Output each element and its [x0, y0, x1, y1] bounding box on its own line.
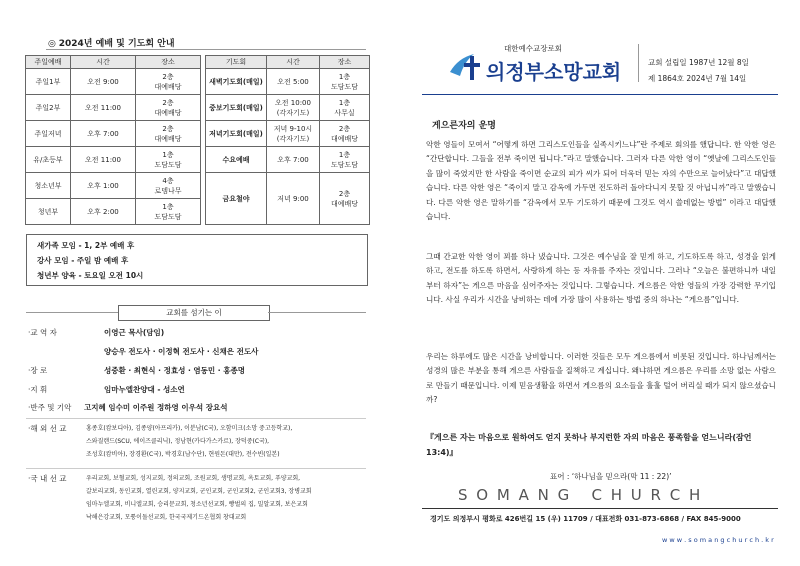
- bible-verse: 『게으른 자는 마음으로 원하여도 얻지 못하나 부지런한 자의 마음은 풍족함을 얻느니라(잠언13:4)』: [426, 433, 752, 457]
- cell: 중보기도회(매일): [206, 95, 267, 121]
- cell-line: 저녁 9-10시: [273, 124, 313, 133]
- cell-line: 로뎀나무: [154, 186, 182, 195]
- divider: [422, 94, 778, 95]
- staff-names: 이영근 목사(담임): [104, 328, 165, 337]
- header-cell: 시간: [267, 56, 320, 69]
- header-cell: 주일예배: [26, 56, 71, 69]
- staff-names: 임마누엘찬양대 - 성소연: [104, 385, 185, 394]
- cell: 유/초등부: [26, 147, 71, 173]
- table-row: [26, 199, 201, 225]
- cell: 주일1부: [26, 69, 71, 95]
- cell: [320, 69, 370, 95]
- column-paragraph: 우리는 하루에도 많은 시간을 낭비합니다. 이러한 것들은 모두 게으름에서 비롯된 것입니다. 하나님께서는 성경의 많은 부분을 통해 게으른 사람들을 질책하고 계십니다. 왜냐하면 게으름은 우리를 소망 없는 사람으로 만들기 때문입니다. 이제 믿음생활을 하면서 게으름의 요소들을 훌훌 털어 버리실 때가 되지 않으셨습니까?: [426, 352, 776, 405]
- table-row: [206, 69, 370, 95]
- mission-line: 홍종호(캄보디아), 김종양(아프리카), 이분남(C국), 오함미크(소망 중고등학교),: [86, 425, 293, 432]
- table-row: [206, 173, 370, 225]
- cell: 저녁기도회(매일): [206, 121, 267, 147]
- divider: [268, 312, 366, 313]
- address: 경기도 의정부시 평화로 426번길 15 (우) 11709 / 대표전화 031-873-6868 / FAX 845-9000: [430, 515, 741, 523]
- header-cell: 기도회: [206, 56, 267, 69]
- cell-line: 대예배당: [330, 134, 359, 143]
- cell-line: 1층: [338, 72, 351, 81]
- cell: [136, 69, 201, 95]
- table-row: [26, 69, 201, 95]
- right-page: [400, 0, 800, 566]
- cell: [136, 121, 201, 147]
- header-cell: 장소: [136, 56, 201, 69]
- cell-line: 대예배당: [154, 82, 182, 91]
- cell: 오전 11:00: [71, 147, 136, 173]
- notice-item: 청년부 양육 - 토요일 오전 10시: [37, 271, 144, 280]
- table-row: [206, 121, 370, 147]
- staff-names: 성중환 · 최현식 · 정효성 · 염동민 · 홍종명: [104, 366, 245, 375]
- header-cell: 장소: [320, 56, 370, 69]
- cell: [136, 95, 201, 121]
- cell: 청년부: [26, 199, 71, 225]
- table-row: [26, 121, 201, 147]
- mission-line: 낙해은강교회, 모퉁이돌선교회, 한국국제기드온협회 창대교회: [86, 514, 247, 521]
- mission-line: 우리교회, 보혈교회, 성지교회, 정의교회, 조원교회, 생명교회, 옥토교회, 푸양교회,: [86, 475, 301, 482]
- staff-role: ·반주 및 기악: [28, 403, 72, 412]
- notice-box: [26, 234, 368, 286]
- cell-line: (각자기도): [276, 108, 310, 117]
- column-title: 게으른자의 운명: [432, 121, 496, 131]
- cell-line: 1층: [338, 98, 351, 107]
- cell-line: 대예배당: [330, 199, 359, 208]
- cell-line: 1층: [162, 150, 174, 159]
- prayer-table: [205, 55, 370, 225]
- cell: 오후 2:00: [71, 199, 136, 225]
- issue-number: 제 1864호 2024년 7월 14일: [648, 74, 747, 83]
- mission-line: 임마누엘교회, 비니엘교회, 승리문교회, 청소년선교회, 빵벌의 집, 밀알교회, 보은교회: [86, 501, 308, 508]
- left-page: [0, 0, 392, 566]
- schedule-title: ◎ 2024년 예배 및 기도회 안내: [48, 39, 175, 49]
- mission-line: 조성호(캄비아), 장경환(C국), 박경호(남수단), 현원돈(대만), 전수빈(일본): [86, 451, 280, 458]
- cell: [136, 173, 201, 199]
- domestic-missions: [86, 472, 386, 524]
- cell: 새벽기도회(매일): [206, 69, 267, 95]
- cell-line: 오전 10:00: [275, 98, 311, 107]
- cell: 청소년부: [26, 173, 71, 199]
- circle-dot-icon: ◎: [48, 39, 56, 49]
- mission-line: 갈보리교회, 동인교회, 열린교회, 양지교회, 군인교회, 군인교회2, 군인교회3, 장병교회: [86, 488, 312, 495]
- cell: [320, 95, 370, 121]
- cell: 오후 1:00: [71, 173, 136, 199]
- staff-role: ·지 휘: [28, 385, 48, 394]
- cell: 수요예배: [206, 147, 267, 173]
- motto: 표어 : ‘하나님을 믿으라(막 11 : 22)’: [550, 472, 672, 481]
- church-name: 의정부소망교회: [486, 60, 622, 84]
- divider: [26, 418, 366, 419]
- cell-line: 도담도담: [330, 82, 359, 91]
- header-cell: 시간: [71, 56, 136, 69]
- cell-line: 대예배당: [154, 134, 182, 143]
- cell: 저녁 9:00: [267, 173, 320, 225]
- staff-names: 양승우 전도사 · 이정혁 전도사 · 신채은 전도사: [104, 347, 259, 356]
- table-row: [206, 147, 370, 173]
- table-row: [26, 147, 201, 173]
- worship-table: [25, 55, 201, 225]
- cell-line: 4층: [162, 176, 174, 185]
- cell: [267, 95, 320, 121]
- denomination: 대한예수교장로회: [504, 44, 562, 53]
- notice-item: 새가족 모임 - 1, 2부 예배 후: [37, 241, 135, 250]
- staff-banner: 교회를 섬기는 이: [118, 305, 270, 321]
- cell-line: 도담도담: [154, 212, 182, 221]
- cell-line: 2층: [162, 124, 174, 133]
- cell-line: 2층: [338, 124, 351, 133]
- cell: 오후 7:00: [71, 121, 136, 147]
- cell: 오전 5:00: [267, 69, 320, 95]
- missions-label: ·국 내 선 교: [28, 474, 67, 483]
- divider: [46, 49, 366, 50]
- cell-line: 2층: [162, 72, 174, 81]
- staff-role: ·교 역 자: [28, 328, 57, 337]
- staff-role: ·장 로: [28, 366, 48, 375]
- divider: [422, 508, 778, 509]
- divider: [638, 44, 639, 82]
- cell-line: 1층: [338, 150, 351, 159]
- cell: [320, 173, 370, 225]
- cell-line: 도담도담: [154, 160, 182, 169]
- divider: [26, 468, 366, 469]
- cell: [320, 121, 370, 147]
- cell: 금요철야: [206, 173, 267, 225]
- divider: [26, 312, 118, 313]
- staff-names: 고지혜 임수미 이주원 정하영 이우석 장요석: [84, 403, 228, 412]
- cell-line: 1층: [162, 202, 174, 211]
- notice-item: 강사 모임 - 주일 밤 예배 후: [37, 256, 129, 265]
- cell: 오전 11:00: [71, 95, 136, 121]
- cell-line: 대예배당: [154, 108, 182, 117]
- cell-line: (각자기도): [276, 134, 310, 143]
- mission-line: 스와질랜드(SCU, 에이즈클리닉), 정남현(카다가스카르), 장덕중(C국),: [86, 438, 270, 445]
- column-paragraph: 악한 영들이 모여서 “어떻게 하면 그리스도인들을 실족시키느냐”란 주제로 회의를 했답니다. 한 악한 영은 “간단합니다. 그들을 전부 죽이면 됩니다.”라고 말했습니다. 그러자 다른 악한 영이 “옛날에 그리스도인들을 많이 죽였지만 한 사람을 죽이면 순교의 피가 씨가 되어 더욱더 믿는 자의 수만으로 늘어났다”고 대답했습니다. 다른 악한 영은 “죽이지 말고 감옥에 가두면 전도하러 돌아다니지 못할 것 아닙니까”라고 말했습니다. 다른 악한 영은 말하기를 “감옥에서 모두 기도하기 때문에 그것도 역시 쓸데없는 방법” 이라고 대답했습니다.: [426, 140, 776, 222]
- cell-line: 2층: [162, 98, 174, 107]
- table-row: [206, 95, 370, 121]
- website-link[interactable]: w w w . s o m a n g c h u r c h . k r: [662, 536, 774, 544]
- column-paragraph: 그때 간교한 악한 영이 꾀를 하나 냈습니다. 그것은 예수님을 잘 믿게 하고, 기도하도록 하고, 성경을 읽게 하고, 전도를 하도록 하면서, 사랑하게 하는 등 자유를 주자는 것입니다. 그러나 “오늘은 불편하니까 내일부터 하자”는 게으른 마음을 심어주자는 것입니다. 그렇습니다. 게으름은 악한 영들의 가장 강력한 무기입니다. 사실 우리가 시간을 낭비하는 데에 가장 많이 사용하는 방법 중의 하나는 “게으름”입니다.: [426, 252, 776, 305]
- cell: [320, 147, 370, 173]
- missions-label: ·해 외 선 교: [28, 424, 67, 433]
- cell: 주일2부: [26, 95, 71, 121]
- cell: 오전 9:00: [71, 69, 136, 95]
- cell: [267, 121, 320, 147]
- cell-line: 도담도담: [330, 160, 359, 169]
- church-logo-icon: [448, 50, 484, 84]
- cell: 오후 7:00: [267, 147, 320, 173]
- overseas-missions: [86, 422, 386, 461]
- cell-line: 사무실: [334, 108, 355, 117]
- cell-line: 2층: [338, 189, 351, 198]
- table-row: [26, 173, 201, 199]
- founded-date: 교회 설립일 1987년 12월 8일: [648, 58, 749, 67]
- cell: [136, 199, 201, 225]
- table-row: [26, 95, 201, 121]
- english-name: S O M A N G C H U R C H: [458, 486, 703, 504]
- cell: [136, 147, 201, 173]
- cell: 주일저녁: [26, 121, 71, 147]
